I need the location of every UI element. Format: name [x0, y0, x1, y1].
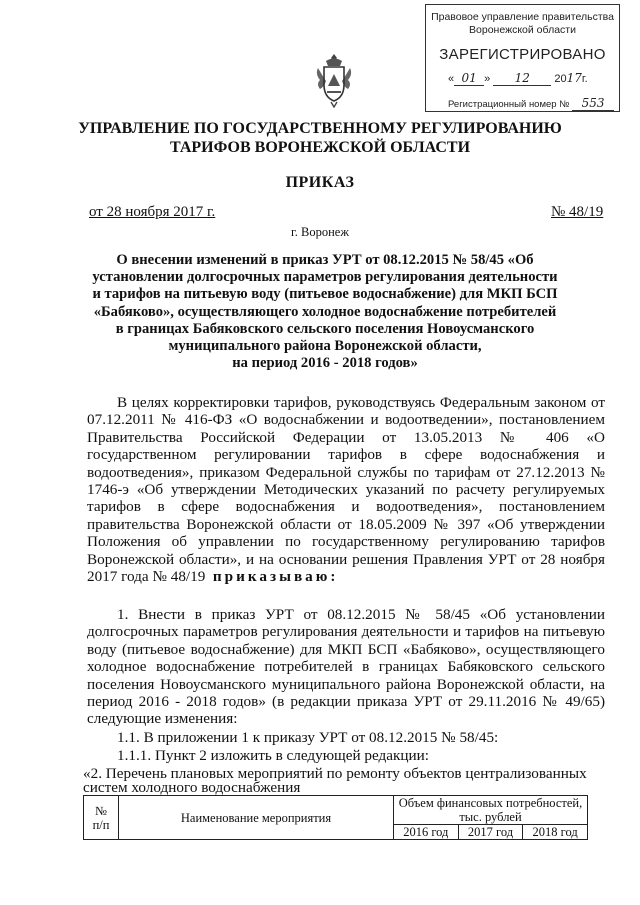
table-header-year: 2017 год	[458, 825, 523, 840]
item-1-1: 1.1. В приложении 1 к приказу УРТ от 08.12.2015 № 58/45:	[117, 729, 499, 746]
subject-line: в границах Бабяковского сельского поселения Новоусманского	[115, 320, 535, 337]
preamble-paragraph	[87, 394, 605, 585]
stamp-org-line2: Воронежской области	[469, 24, 576, 36]
subject-line: на период 2016 - 2018 годов»	[232, 355, 418, 372]
table-header-name: Наименование мероприятия	[119, 796, 394, 840]
stamp-number-label: Регистрационный номер №	[448, 99, 570, 110]
stamp-org	[426, 11, 619, 37]
organization-title-line1: УПРАВЛЕНИЕ ПО ГОСУДАРСТВЕННОМУ РЕГУЛИРОВАНИЮ	[78, 120, 562, 137]
subject-line: установлении долгосрочных параметров регулирования деятельности	[92, 269, 558, 286]
item-1-1-1: 1.1.1. Пункт 2 изложить в следующей редакции:	[117, 747, 430, 764]
stamp-date-day: 01	[454, 71, 484, 86]
document-subject	[90, 252, 560, 372]
document-number: № 48/19	[551, 204, 604, 220]
table-header-num-1: №	[95, 803, 107, 818]
stamp-date: « 01 » 12 2017г.	[448, 71, 588, 85]
document-type: ПРИКАЗ	[285, 174, 355, 191]
subject-line: муниципального района Воронежской области,	[168, 338, 482, 355]
stamp-org-line1: Правовое управление правительства	[431, 11, 614, 23]
measures-table	[83, 795, 588, 840]
preamble-text: В целях корректировки тарифов, руководствуясь Федеральным законом от 07.12.2011 № 416-ФЗ «О водоснабжении и водоотведении», постановлением Правительства Российской Федерации от 13.05.2013 № 406 «О государственном регулировании тарифов в сфере водоснабжения и водоотведения», приказом Федеральной службы по тарифам от 27.12.2013 № 1746-э «Об утверждении Методических указаний по расчету регулируемых тарифов в сфере водоснабжения и водоотведения», постановлением правительства Воронежской области от 18.05.2009 № 397 «Об утверждении Положения об управлении по государственному регулированию тарифов Воронежской области», и на основании решения Правления УРТ от 28 ноября 2017 года № 48/19	[87, 394, 605, 586]
document-city: г. Воронеж	[291, 225, 349, 239]
stamp-date-month: 12	[493, 71, 551, 86]
table-header-year: 2018 год	[523, 825, 588, 840]
document-date: от 28 ноября 2017 г.	[89, 204, 216, 220]
table-header-finance	[394, 796, 588, 825]
stamp-registered: ЗАРЕГИСТРИРОВАНО	[439, 46, 606, 63]
stamp-date-year: 17	[566, 71, 582, 85]
table-header-year: 2016 год	[394, 825, 459, 840]
registration-stamp	[425, 4, 620, 112]
subject-line: «Бабяково», осуществляющего холодное водоснабжение потребителей	[93, 303, 557, 320]
stamp-number-value: 553	[572, 96, 614, 111]
stamp-number	[426, 96, 619, 111]
table-header-num	[84, 796, 119, 840]
item-1-text: 1. Внести в приказ УРТ от 08.12.2015 № 58/45 «Об установлении долгосрочных параметров регулирования деятельности и тарифов на питьевую воду (питьевое водоснабжение) для МКП БСП «Бабяково», осуществляющего холодное водоснабжение потребителей в границах Бабяковского сельского поселения Новоусманского муниципального района Воронежской области, на период 2016 - 2018 годов» (в редакции приказа УРТ от 29.11.2016 № 49/65) следующие изменения:	[87, 606, 605, 728]
subject-line: и тарифов на питьевую воду (питьевое водоснабжение) для МКП БСП	[92, 286, 558, 303]
item-2-heading: «2. Перечень плановых мероприятий по ремонту объектов централизованных	[83, 765, 587, 782]
organization-title	[0, 119, 640, 157]
organization-title-line2: ТАРИФОВ ВОРОНЕЖСКОЙ ОБЛАСТИ	[169, 139, 471, 156]
stamp-date-year-prefix: 20	[554, 73, 567, 85]
stamp-date-suffix: г.	[581, 73, 588, 85]
table-header-finance-1: Объем финансовых потребностей,	[398, 796, 583, 810]
item-1-paragraph	[87, 606, 605, 728]
order-word: приказываю:	[212, 568, 339, 586]
table-header-num-2: п/п	[92, 817, 110, 832]
item-2-heading-cont: систем холодного водоснабжения	[83, 779, 301, 796]
table-header-finance-2: тыс. рублей	[459, 810, 522, 824]
coat-of-arms-icon	[314, 52, 354, 108]
subject-line: О внесении изменений в приказ УРТ от 08.12.2015 № 58/45 «Об	[116, 252, 534, 268]
